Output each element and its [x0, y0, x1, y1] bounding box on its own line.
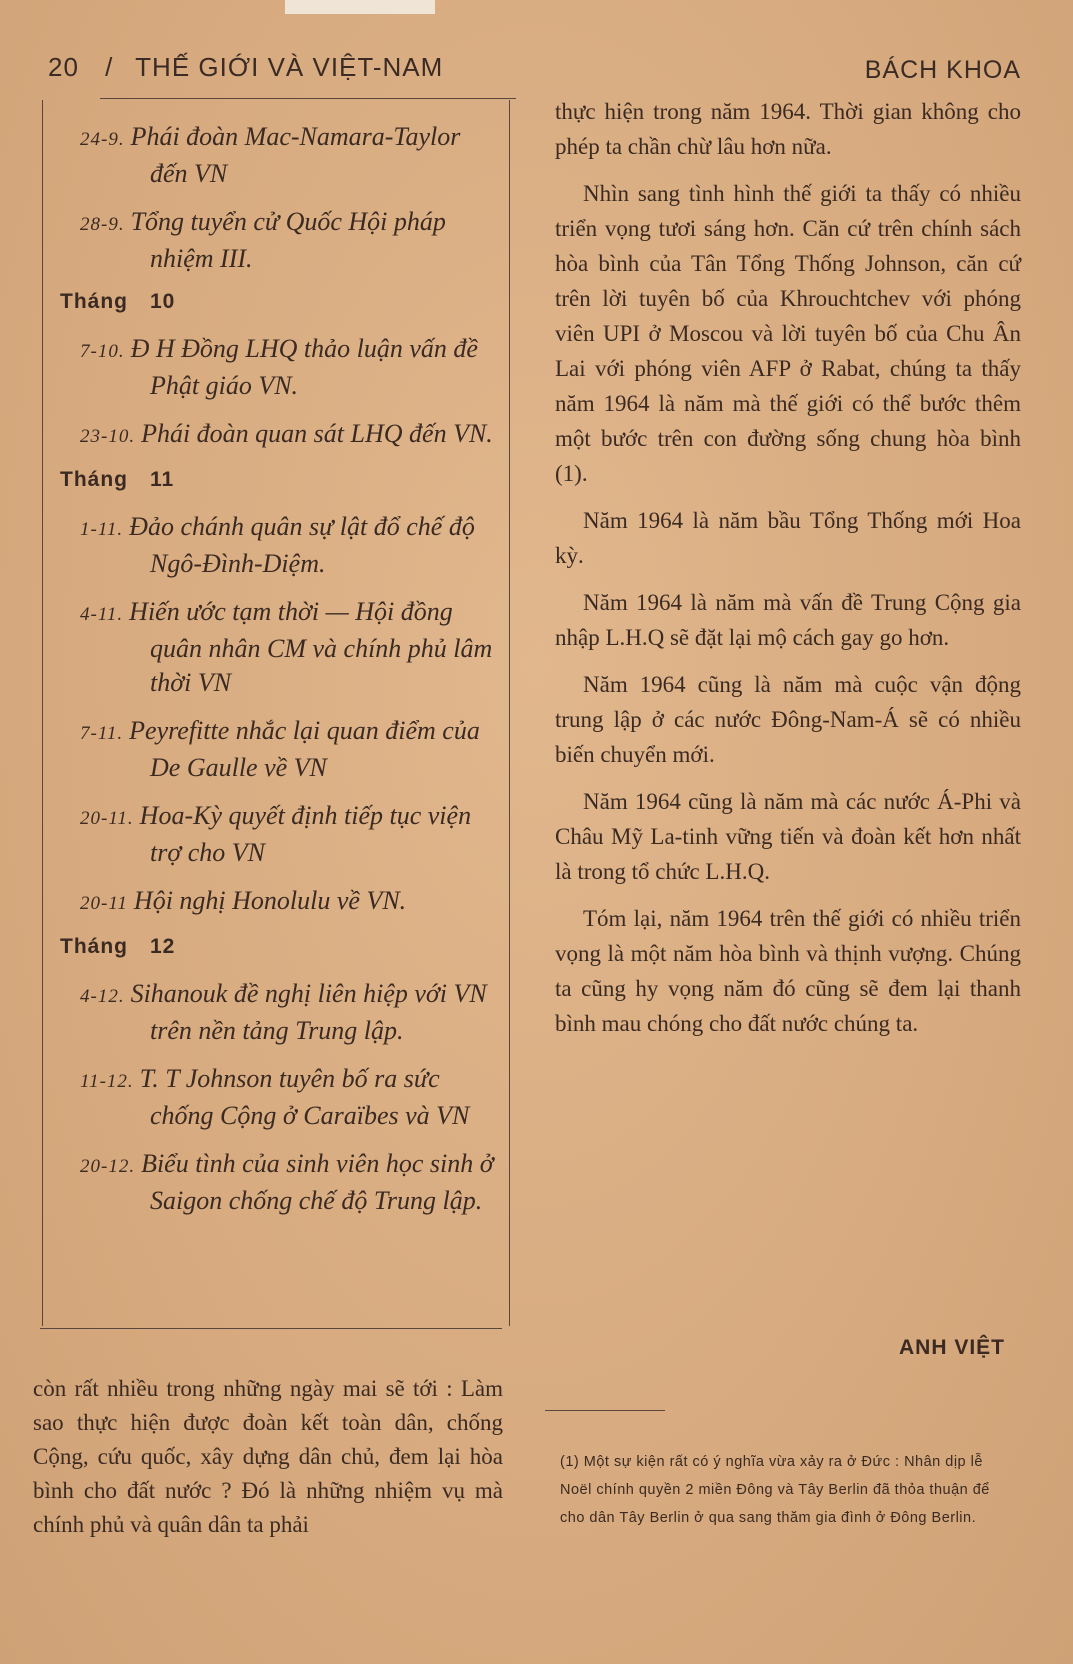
event-text: Peyrefitte nhắc lại quan điểm của De Gaulle về VN: [129, 716, 480, 782]
paragraph: Nhìn sang tình hình thế giới ta thấy có nhiều triển vọng tươi sáng hơn. Căn cứ trên chính sách hòa bình của Tân Tổng Thống Johnson, căn cứ trên lời tuyên bố của Khrouchtchev với phóng viên UPI ở Moscou và lời tuyên bố của Chu Ân Lai với phóng viên AFP ở Rabat, chúng ta thấy năm 1964 là năm mà thế giới có thể bước thêm một bước trên con đường sống chung hòa bình (1).: [555, 181, 1021, 486]
paragraph: Tóm lại, năm 1964 trên thế giới có nhiều triển vọng là một năm hòa bình và thịnh vượng. Chúng ta cũng hy vọng năm đó cũng sẽ đem lại thanh bình mau chóng cho đất nước chúng ta.: [555, 906, 1021, 1036]
chronology-event: [60, 120, 500, 191]
chronology-event: [60, 1147, 500, 1218]
chronology-event: [60, 714, 500, 785]
event-text: Đảo chánh quân sự lật đổ chế độ Ngô-Đình-Diệm.: [129, 512, 475, 578]
footnote-rule: [545, 1410, 665, 1411]
header-separator: /: [105, 52, 114, 82]
chronology-event: [60, 977, 500, 1048]
month-number: 10: [150, 290, 176, 313]
chronology-event: [60, 884, 500, 921]
event-date: 4-11.: [80, 604, 124, 625]
event-date: 20-12.: [80, 1156, 136, 1177]
page-number: 20: [48, 52, 79, 82]
month-heading: [60, 468, 500, 492]
chronology-event: [60, 205, 500, 276]
event-date: 4-12.: [80, 986, 125, 1007]
event-text: Hoa-Kỳ quyết định tiếp tục viện trợ cho VN: [139, 801, 472, 867]
month-label: Tháng: [60, 468, 128, 491]
chronology-list: [60, 120, 500, 1232]
event-date: 7-10.: [80, 341, 125, 362]
chronology-event: [60, 1062, 500, 1133]
month-heading: [60, 935, 500, 959]
month-number: 11: [150, 468, 175, 491]
right-column: [555, 94, 1021, 1053]
footnote: (1) Một sự kiện rất có ý nghĩa vừa xảy ra ở Đức : Nhân dịp lễ Noël chính quyền 2 miền Đông và Tây Berlin đã thỏa thuận để cho dân Tây Berlin ở qua sang thăm gia đình ở Đông Berlin.: [560, 1454, 990, 1526]
month-label: Tháng: [60, 290, 128, 313]
paragraph: thực hiện trong năm 1964. Thời gian không cho phép ta chần chừ lâu hơn nữa.: [555, 99, 1021, 159]
event-text: T. T Johnson tuyên bố ra sức chống Cộng ở Caraïbes và VN: [139, 1064, 470, 1130]
event-date: 11-12.: [80, 1071, 134, 1092]
chronology-event: [60, 417, 500, 454]
event-date: 7-11.: [80, 723, 124, 744]
event-text: Hội nghị Honolulu về VN.: [133, 886, 407, 915]
event-text: Hiến ước tạm thời — Hội đồng quân nhân CM và chính phủ lâm thời VN: [129, 597, 493, 697]
event-text: Sihanouk đề nghị liên hiệp với VN trên nền tảng Trung lập.: [130, 979, 487, 1045]
magazine-name: BÁCH KHOA: [864, 56, 1021, 84]
event-date: 20-11.: [80, 808, 134, 829]
event-text: Phái đoàn Mac-Namara-Taylor đến VN: [130, 122, 461, 188]
chronology-event: [60, 595, 500, 700]
month-number: 12: [150, 935, 176, 958]
month-label: Tháng: [60, 935, 128, 958]
left-column-text: còn rất nhiều trong những ngày mai sẽ tới : Làm sao thực hiện được đoàn kết toàn dân, chống Cộng, cứu quốc, xây dựng dân chủ, đem lại hòa bình cho đất nước ? Đó là những nhiệm vụ mà chính phủ và quân dân ta phải: [33, 1376, 503, 1537]
month-heading: [60, 290, 500, 314]
author-signature: ANH VIỆT: [898, 1336, 1005, 1359]
event-date: 24-9.: [80, 129, 125, 150]
section-title: THẾ GIỚI VÀ VIỆT-NAM: [135, 52, 444, 82]
chronology-event: [60, 799, 500, 870]
chronology-box-top-rule: [100, 98, 516, 99]
event-date: 1-11.: [80, 519, 124, 540]
chronology-event: [60, 332, 500, 403]
event-text: Đ H Đồng LHQ thảo luận vấn đề Phật giáo VN.: [130, 334, 478, 400]
paragraph: Năm 1964 là năm bầu Tổng Thống mới Hoa kỳ.: [555, 508, 1021, 568]
event-text: Phái đoàn quan sát LHQ đến VN.: [141, 419, 493, 448]
event-text: Biểu tình của sinh viên học sinh ở Saigon chống chế độ Trung lập.: [141, 1149, 494, 1215]
event-date: 28-9.: [80, 214, 125, 235]
event-date: 20-11: [80, 893, 128, 914]
paragraph: Năm 1964 là năm mà vấn đề Trung Cộng gia nhập L.H.Q sẽ đặt lại mộ cách gay go hơn.: [555, 590, 1021, 650]
event-text: Tổng tuyển cử Quốc Hội pháp nhiệm III.: [130, 207, 446, 273]
event-date: 23-10.: [80, 426, 136, 447]
paper-strip: [285, 0, 435, 14]
paragraph: Năm 1964 cũng là năm mà các nước Á-Phi và Châu Mỹ La-tinh vững tiến và đoàn kết hơn nhất là trong tổ chức L.H.Q.: [555, 789, 1021, 884]
chronology-box-bottom-rule: [40, 1328, 502, 1329]
running-header-left: [48, 52, 443, 83]
chronology-event: [60, 510, 500, 581]
paragraph: Năm 1964 cũng là năm mà cuộc vận động trung lập ở các nước Đông-Nam-Á sẽ có nhiều biến chuyển mới.: [555, 672, 1021, 767]
